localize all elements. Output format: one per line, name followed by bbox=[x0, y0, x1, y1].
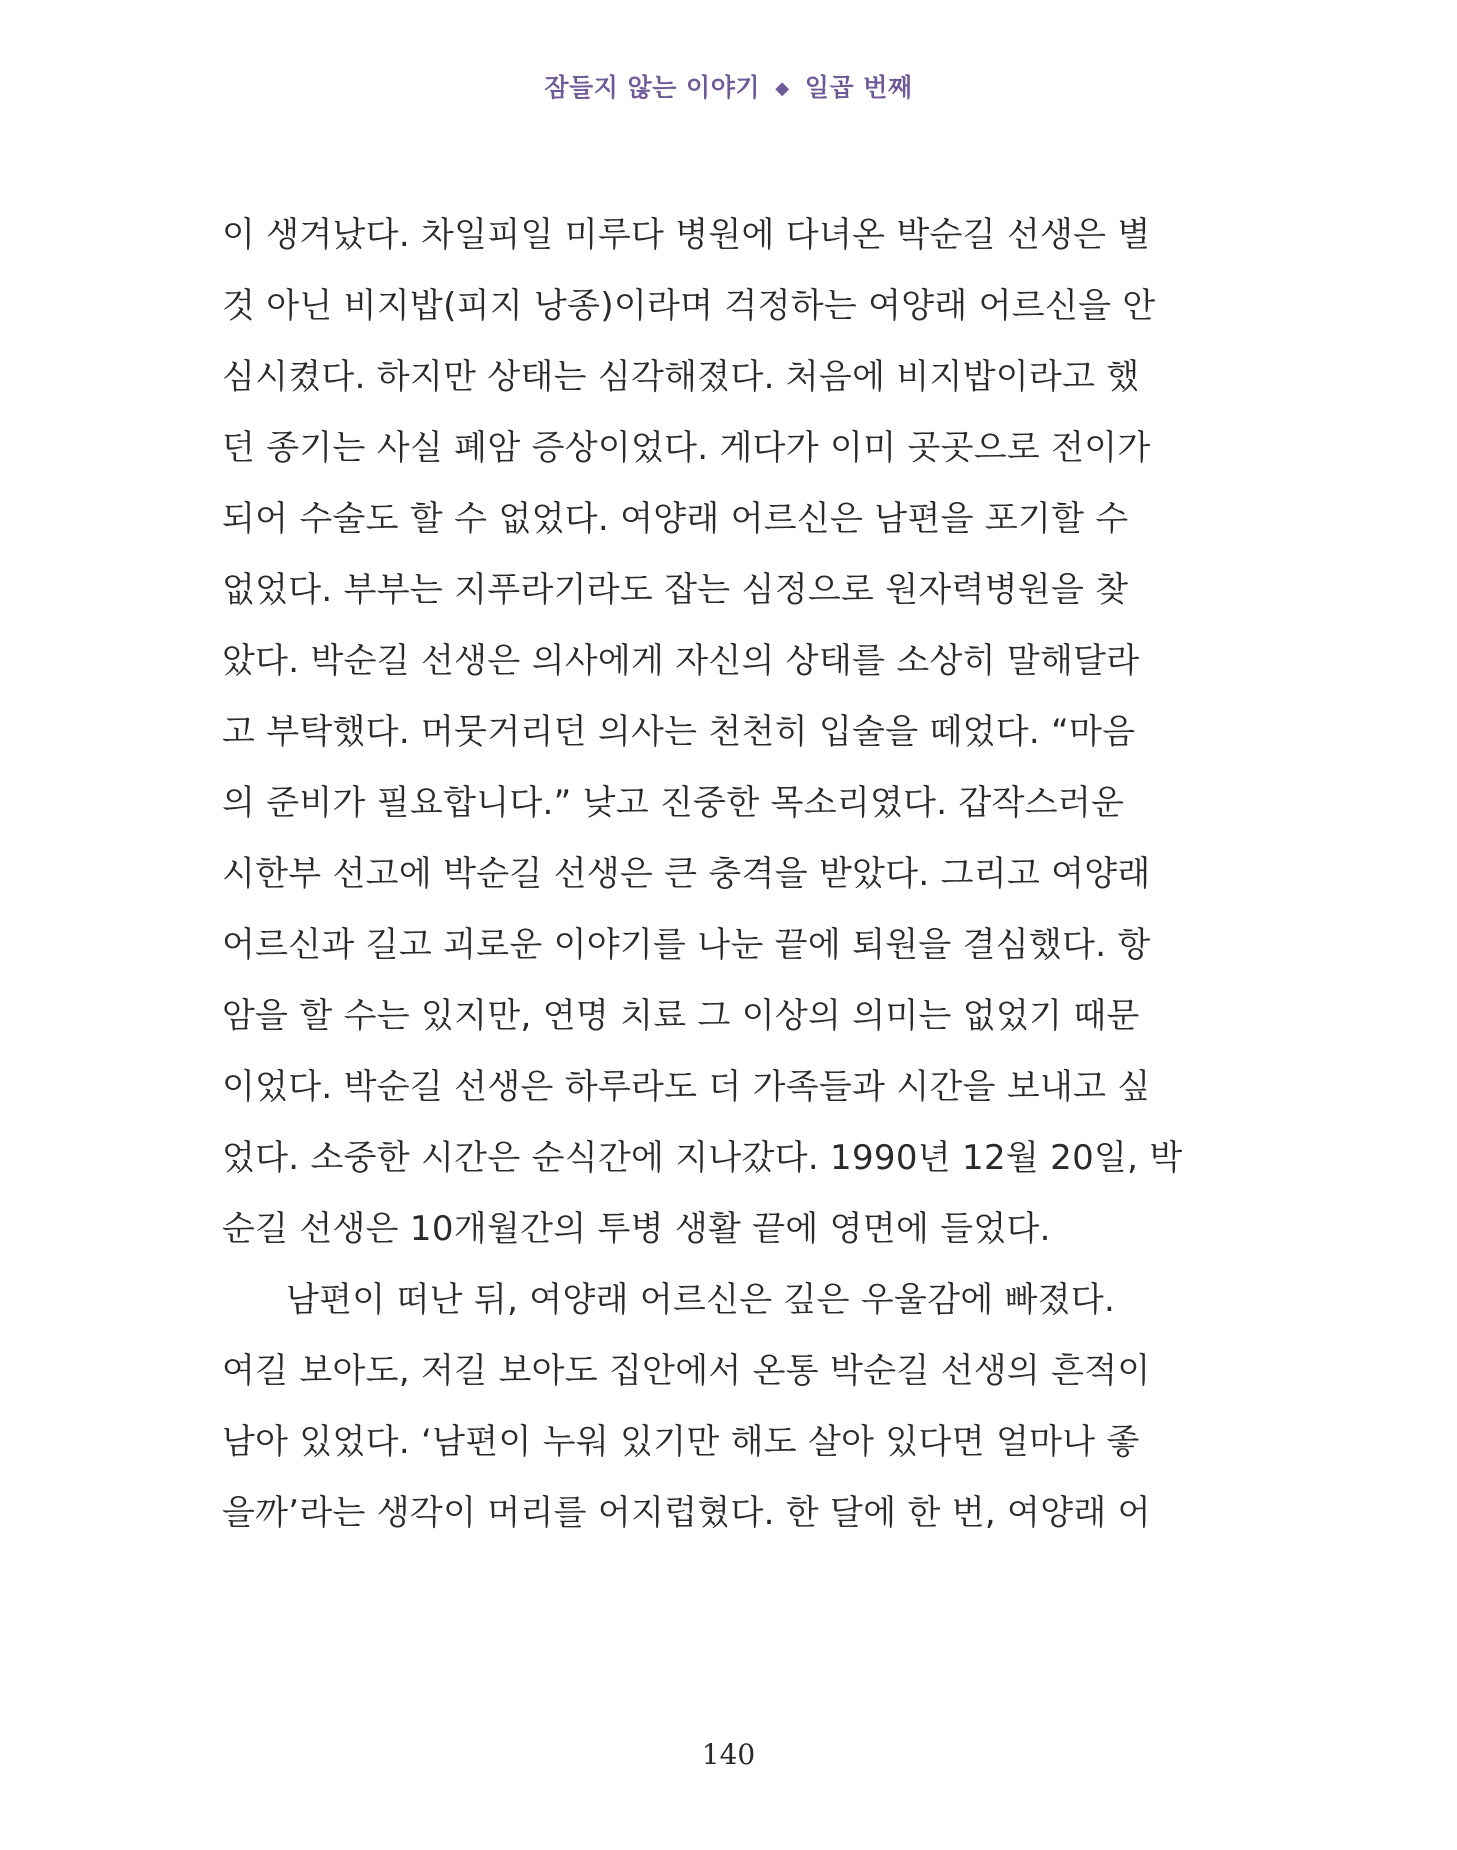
text-line: 았다. 박순길 선생은 의사에게 자신의 상태를 소상히 말해달라 bbox=[222, 641, 1140, 681]
text-line: 여길 보아도, 저길 보아도 집안에서 온통 박순길 선생의 흔적이 bbox=[222, 1351, 1151, 1391]
text-line: 이 생겨났다. 차일피일 미루다 병원에 다녀온 박순길 선생은 별 bbox=[222, 215, 1151, 255]
text-line: 순길 선생은 10개월간의 투병 생활 끝에 영면에 들었다. bbox=[222, 1209, 1051, 1249]
text-line: 것 아닌 비지밥(피지 낭종)이라며 걱정하는 여양래 어르신을 안 bbox=[222, 286, 1156, 326]
text-line: 었다. 소중한 시간은 순식간에 지나갔다. 1990년 12월 20일, 박 bbox=[222, 1138, 1183, 1178]
text-line: 이었다. 박순길 선생은 하루라도 더 가족들과 시간을 보내고 싶 bbox=[222, 1067, 1151, 1107]
header-title-part1: 잠들지 않는 이야기 bbox=[544, 73, 760, 102]
text-line: 없었다. 부부는 지푸라기라도 잡는 심정으로 원자력병원을 찾 bbox=[222, 570, 1129, 610]
text-line: 남아 있었다. ‘남편이 누워 있기만 해도 살아 있다면 얼마나 좋 bbox=[222, 1422, 1140, 1462]
text-line: 을까’라는 생각이 머리를 어지럽혔다. 한 달에 한 번, 여양래 어 bbox=[222, 1493, 1151, 1533]
header-title-part2: 일곱 번째 bbox=[804, 73, 913, 102]
diamond-separator-icon: ◆ bbox=[775, 78, 790, 99]
text-line: 남편이 떠난 뒤, 여양래 어르신은 깊은 우울감에 빠졌다. bbox=[286, 1280, 1116, 1320]
text-line: 던 종기는 사실 폐암 증상이었다. 게다가 이미 곳곳으로 전이가 bbox=[222, 428, 1151, 468]
running-header bbox=[0, 68, 1457, 104]
text-line: 고 부탁했다. 머뭇거리던 의사는 천천히 입술을 떼었다. “마음 bbox=[222, 712, 1136, 752]
text-line: 심시켰다. 하지만 상태는 심각해졌다. 처음에 비지밥이라고 했 bbox=[222, 357, 1140, 397]
text-line: 어르신과 길고 괴로운 이야기를 나눈 끝에 퇴원을 결심했다. 항 bbox=[222, 925, 1151, 965]
text-line: 암을 할 수는 있지만, 연명 치료 그 이상의 의미는 없었기 때문 bbox=[222, 996, 1140, 1036]
text-line: 시한부 선고에 박순길 선생은 큰 충격을 받았다. 그리고 여양래 bbox=[222, 854, 1151, 894]
text-line: 되어 수술도 할 수 없었다. 여양래 어르신은 남편을 포기할 수 bbox=[222, 499, 1129, 539]
text-line: 의 준비가 필요합니다.” 낮고 진중한 목소리였다. 갑작스러운 bbox=[222, 783, 1125, 823]
page-number: 140 bbox=[701, 1738, 756, 1771]
body-text bbox=[222, 200, 1183, 1549]
